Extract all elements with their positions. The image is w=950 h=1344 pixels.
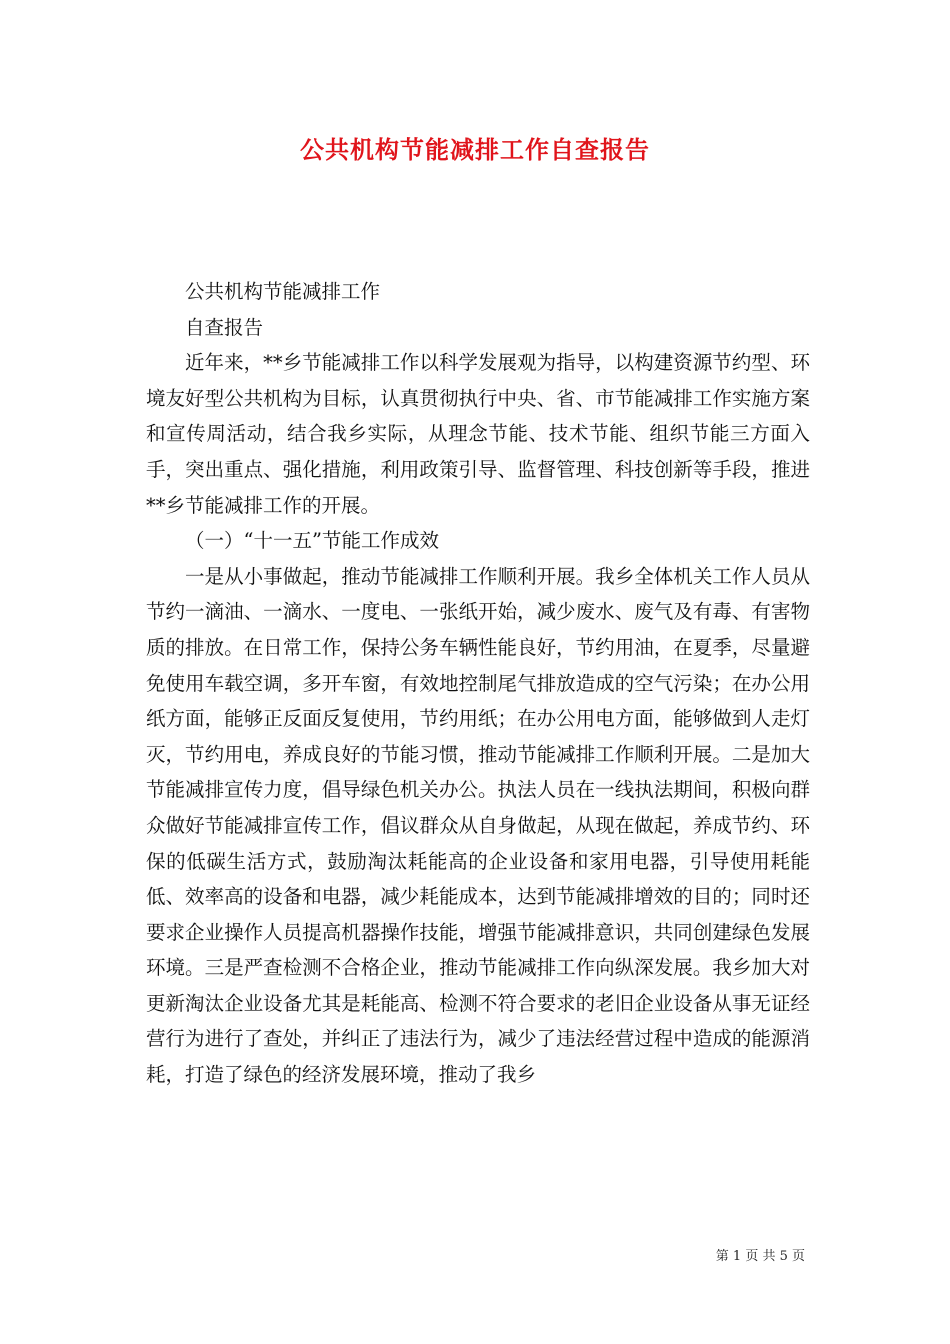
subtitle-line-1: 公共机构节能减排工作 bbox=[185, 280, 381, 303]
section-heading: （一）“十一五”节能工作成效 bbox=[185, 529, 439, 553]
document-title: 公共机构节能减排工作自查报告 bbox=[300, 135, 650, 164]
intro-paragraph: 近年来，**乡节能减排工作以科学发展观为指导，以构建资源节约型、环境友好型公共机构为目标，认真贯彻执行中央、省、市节能减排工作实施方案和宣传周活动，结合我乡实际，从理念节能、技术节能、组织节能三方面入手，突出重点、强化措施，利用政策引导、监督管理、科技创新等手段，推进**乡节能减排工作的开展。 bbox=[146, 351, 810, 517]
body-paragraph: 一是从小事做起，推动节能减排工作顺利开展。我乡全体机关工作人员从节约一滴油、一滴水、一度电、一张纸开始，减少废水、废气及有毒、有害物质的排放。在日常工作，保持公务车辆性能良好，节约用油，在夏季，尽量避免使用车载空调，多开车窗，有效地控制尾气排放造成的空气污染；在办公用纸方面，能够正反面反复使用，节约用纸；在办公用电方面，能够做到人走灯灭，节约用电，养成良好的节能习惯，推动节能减排工作顺利开展。二是加大节能减排宣传力度，倡导绿色机关办公。执法人员在一线执法期间，积极向群众做好节能减排宣传工作，倡议群众从自身做起，从现在做起，养成节约、环保的低碳生活方式，鼓励淘汰耗能高的企业设备和家用电器，引导使用耗能低、效率高的设备和电器，减少耗能成本，达到节能减排增效的目的；同时还要求企业操作人员提高机器操作技能，增强节能减排意识，共同创建绿色发展环境。三是严查检测不合格企业，推动节能减排工作向纵深发展。我乡加大对更新淘汰企业设备尤其是耗能高、检测不符合要求的老旧企业设备从事无证经营行为进行了查处，并纠正了违法行为，减少了违法经营过程中造成的能源消耗，打造了绿色的经济发展环境，推动了我乡 bbox=[146, 564, 810, 1087]
document-body bbox=[146, 274, 810, 1093]
subtitle-line-2: 自查报告 bbox=[185, 315, 264, 339]
page-number-footer: 第 1 页 共 5 页 bbox=[715, 1249, 805, 1264]
